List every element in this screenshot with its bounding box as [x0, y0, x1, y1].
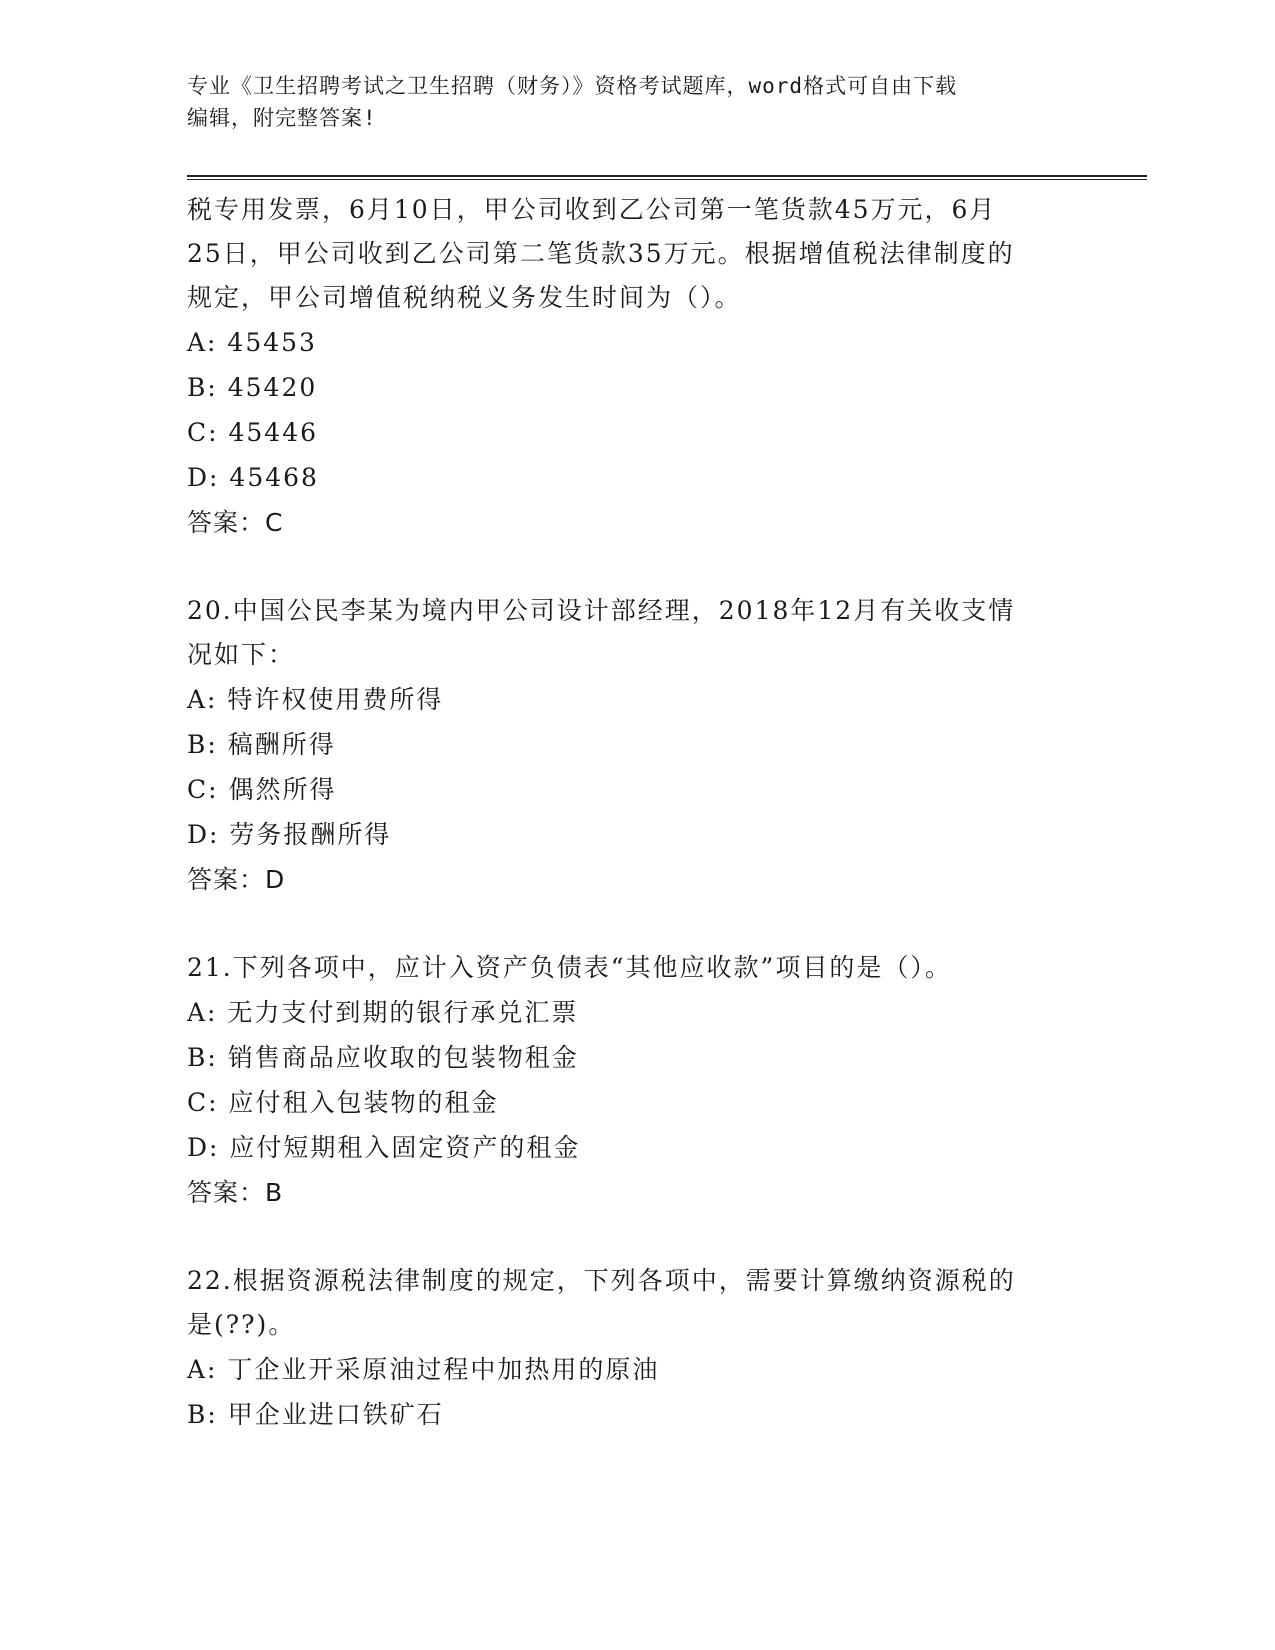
option-a: A: 45453	[187, 328, 317, 357]
question-list	[187, 188, 1087, 1437]
answer: 答案：B	[187, 1178, 284, 1207]
page-header	[187, 70, 1087, 134]
question-text-line: 20.中国公民李某为境内甲公司设计部经理，2018年12月有关收支情	[187, 596, 1016, 625]
option-a: A: 丁企业开采原油过程中加热用的原油	[187, 1355, 660, 1384]
question-19	[187, 188, 1087, 546]
question-20	[187, 589, 1087, 903]
option-d: D: 45468	[187, 463, 319, 492]
question-text-line: 25日，甲公司收到乙公司第二笔货款35万元。根据增值税法律制度的	[187, 239, 1015, 268]
option-c: C: 应付租入包装物的租金	[187, 1088, 499, 1117]
option-a: A: 无力支付到期的银行承兑汇票	[187, 998, 579, 1027]
option-b: B: 甲企业进口铁矿石	[187, 1400, 444, 1429]
question-21	[187, 946, 1087, 1216]
option-d: D: 劳务报酬所得	[187, 820, 392, 849]
question-text-line: 是(??)。	[187, 1310, 296, 1339]
answer: 答案：C	[187, 508, 284, 537]
option-c: C: 偶然所得	[187, 775, 337, 804]
header-divider	[187, 175, 1147, 180]
option-b: B: 稿酬所得	[187, 730, 336, 759]
option-a: A: 特许权使用费所得	[187, 685, 444, 714]
question-text-line: 22.根据资源税法律制度的规定，下列各项中，需要计算缴纳资源税的	[187, 1266, 1016, 1295]
option-c: C: 45446	[187, 418, 319, 447]
question-text-line: 规定，甲公司增值税纳税义务发生时间为（）。	[187, 283, 742, 312]
question-text-line: 21.下列各项中，应计入资产负债表“其他应收款”项目的是（）。	[187, 953, 952, 982]
header-line-2: 编辑，附完整答案!	[187, 106, 377, 130]
question-text-line: 税专用发票，6月10日，甲公司收到乙公司第一笔货款45万元，6月	[187, 195, 997, 224]
option-b: B: 45420	[187, 373, 318, 402]
option-d: D: 应付短期租入固定资产的租金	[187, 1133, 581, 1162]
question-text-line: 况如下：	[187, 640, 296, 669]
header-line-1: 专业《卫生招聘考试之卫生招聘（财务）》资格考试题库，word格式可自由下载	[187, 74, 958, 98]
option-b: B: 销售商品应收取的包装物租金	[187, 1043, 579, 1072]
answer: 答案：D	[187, 865, 286, 894]
question-22	[187, 1259, 1087, 1437]
